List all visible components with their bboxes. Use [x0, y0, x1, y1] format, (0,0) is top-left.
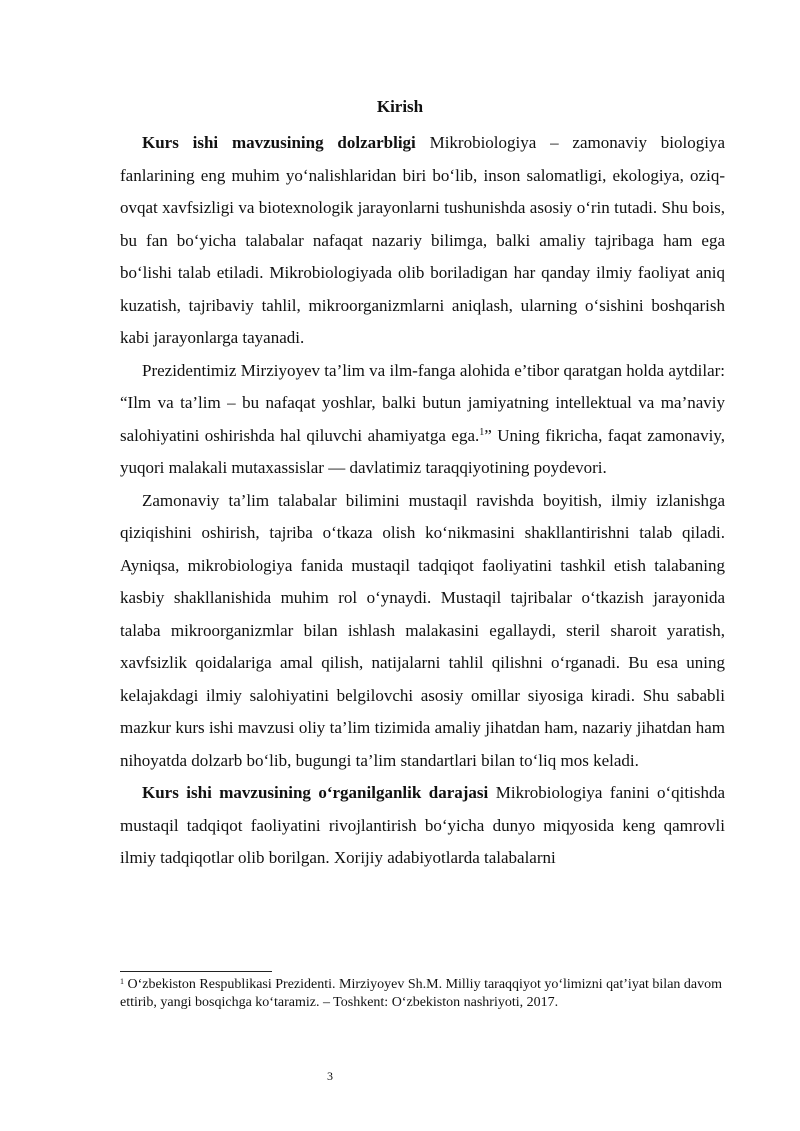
paragraph-modern-education: [120, 485, 725, 778]
body-text: [120, 127, 725, 875]
paragraph-study-level: [120, 777, 725, 875]
footnote-reference[interactable]: 1: [479, 426, 485, 438]
quote-text: Prezidentimiz Mirziyoyev ta’lim va ilm-fanga alohida e’tibor qaratgan holda aytdilar: “Ilm va ta’lim – bu nafaqat yoshlar, balki butun jamiyatning intellektual va ma’naviy salohiyatini oshirishda hal qiluvchi ahamiyatga ega.: [120, 360, 725, 445]
relevance-heading: Kurs ishi mavzusining dolzarbligi: [142, 133, 416, 152]
study-level-text: Mikrobiologiya fanini o‘qitishda mustaqil tadqiqot faoliyatini rivojlantirish bo‘yicha dunyo miqyosida keng qamrovli ilmiy tadqiqotlar olib borilgan. Xorijiy adabiyotlarda talabalarni: [120, 783, 726, 867]
quote-close-mark: ”: [484, 425, 492, 445]
footnote-text: O‘zbekiston Respublikasi Prezidenti. Mirziyoyev Sh.M. Milliy taraqqiyot yo‘limizni qat’iyat bilan davom ettirib, yangi bosqichga ko‘taramiz. – Toshkent: O‘zbekiston nashriyoti, 2017.: [120, 977, 723, 1010]
footnote-marker: 1: [120, 977, 124, 986]
modern-education-text: Zamonaviy ta’lim talabalar bilimini mustaqil ravishda boyitish, ilmiy izlanishga qiziqishini oshirish, tajriba o‘tkaza olish ko‘nikmasini shakllantirishni talab qiladi. Ayniqsa, mikrobiologiya fanida mustaqil tadqiqot faoliyatini tashkil etish talabaning kasbiy shakllanishida muhim rol o‘ynaydi. Mustaqil tajribalar o‘tkazish jarayonida talaba mikroorganizmlar bilan ishlash malakasini egallaydi, steril sharoit yaratish, xavfsizlik qoidalariga amal qilish, natijalarni tahlil qilishni o‘rganadi. Bu esa uning kelajakdagi ilmiy salohiyatini belgilovchi asosiy omillar siyosiga kiradi. Shu sababli mazkur kurs ishi mavzusi oliy ta’lim tizimida amaliy jihatdan ham, nazariy jihatdan ham nihoyatda dolzarb bo‘lib, bugungi ta’lim standartlari bilan to‘liq mos keladi.: [120, 490, 725, 770]
page-number: 3: [327, 1069, 333, 1083]
study-level-heading: Kurs ishi mavzusining o‘rganilganlik darajasi: [142, 783, 489, 802]
quote-followup-text: Uning fikricha, faqat zamonaviy, yuqori malakali mutaxassislar — davlatimiz taraqqiyotining poydevori.: [120, 425, 725, 477]
footnote: [120, 976, 730, 1012]
paragraph-relevance: [120, 127, 725, 355]
footnote-divider: [120, 971, 272, 972]
relevance-text: Mikrobiologiya – zamonaviy biologiya fanlarining eng muhim yo‘nalishlaridan biri bo‘lib, inson salomatligi, ekologiya, oziq-ovqat xavfsizligi va biotexnologik jarayonlarni tushunishda asosiy o‘rin tutadi. Shu bois, bu fan bo‘yicha talabalar nafaqat nazariy bilimga, balki amaliy tajribaga ham ega bo‘lishi talab etiladi. Mikrobiologiyada olib boriladigan har qanday ilmiy faoliyat aniq kuzatish, tajribaviy tahlil, mikroorganizmlarni aniqlash, ularning o‘sishini boshqarish kabi jarayonlarga tayanadi.: [120, 133, 725, 347]
page-title: Kirish: [376, 97, 424, 116]
paragraph-president-quote: [120, 355, 725, 485]
